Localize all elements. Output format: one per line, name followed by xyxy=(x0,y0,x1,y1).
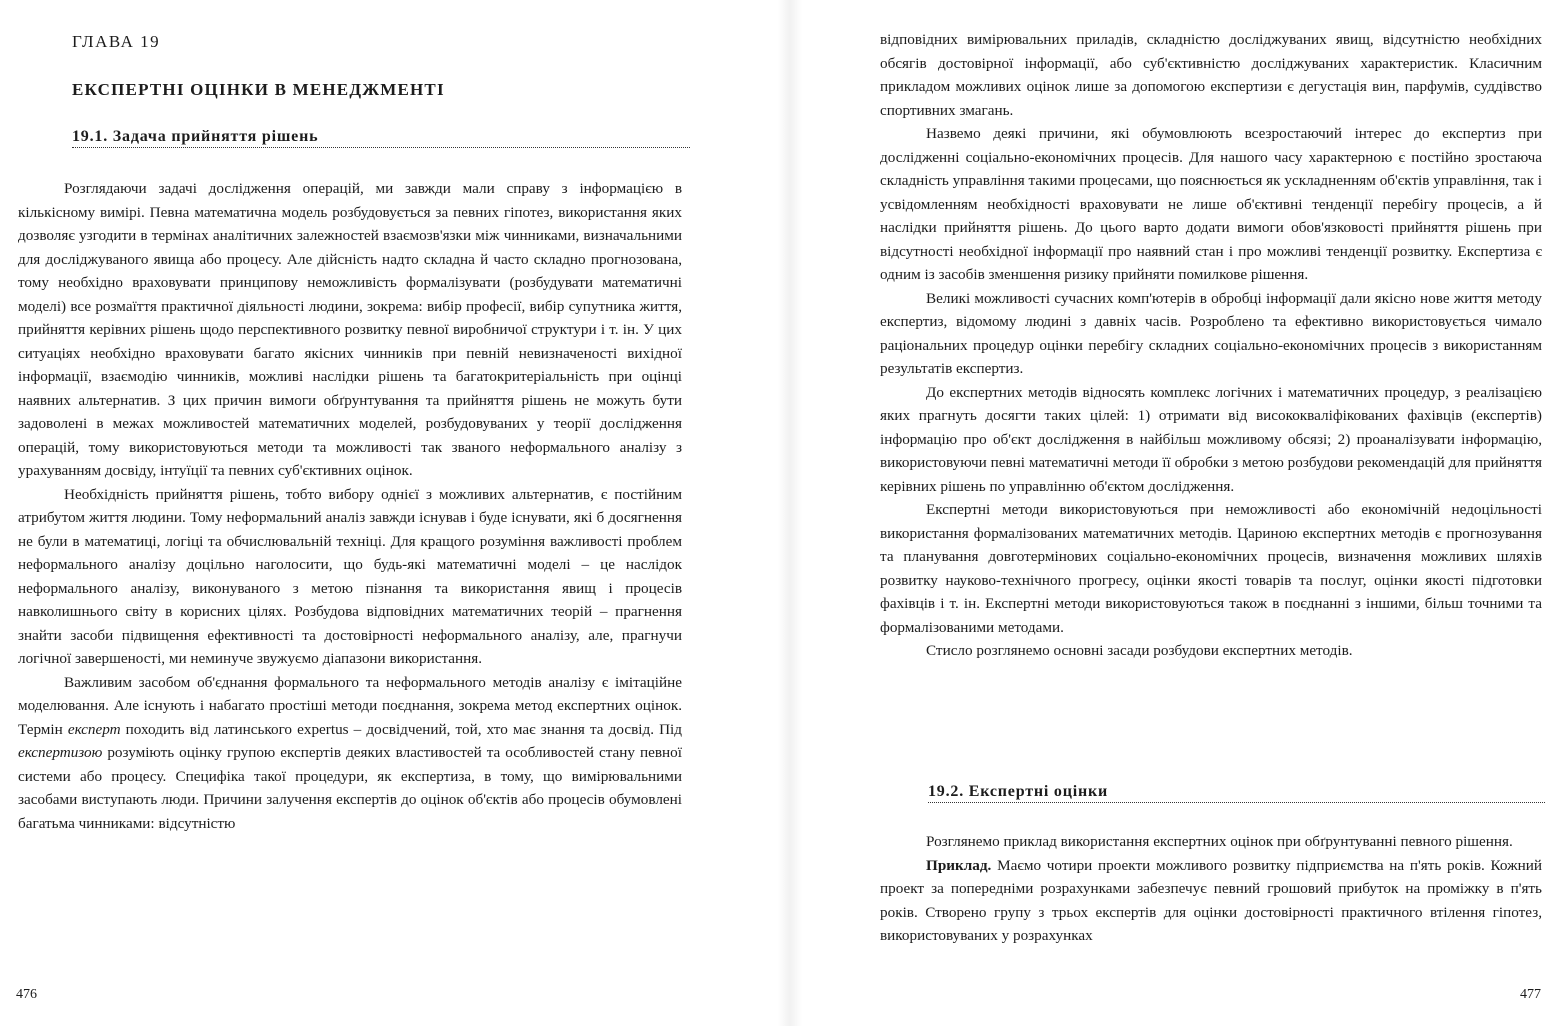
paragraph: Великі можливості сучасних комп'ютерів в обробці інформації дали якісно нове життя методу експертиз, відомому людині з давніх часів. Розроблено та ефективно використовується чимало раціональних процедур оцінки перебігу складних соціально-економічних процесів з використанням результатів експертиз. xyxy=(880,289,1542,377)
paragraph: Стисло розглянемо основні засади розбудови експертних методів. xyxy=(926,642,1353,659)
text-run: Важливим засобом об'єднання формального та неформального методів аналізу є імітаційне моделювання. Але існують і набагато простіші методи поєднання, зокрема метод експертних оцінок. Термін xyxy=(18,673,682,738)
right-page-body xyxy=(880,28,1542,663)
left-page-body xyxy=(18,177,682,835)
text-run: Маємо чотири проекти можливого розвитку підприємства на п'ять років. Кожний проект за попередніми розрахунками забезпечує певний грошовий прибуток на проміжку в п'ять років. Створено групу з трьох експертів для оцінки достовірності практичного втілення гіпотез, використовуваних у розрахунках xyxy=(880,856,1542,944)
paragraph: Назвемо деякі причини, які обумовлюють всезростаючий інтерес до експертиз при дослідженні соціально-економічних процесів. Для нашого часу характерною є постійно зростаюча складність управління такими процесами, що пояснюється як ускладненням об'єктів управління, так і усвідомленням необхідності враховувати не лише об'єктивні тенденції перебігу процесів, а й наслідки прийняття рішень. До цього варто додати вимоги обов'язковості прийняття рішень при відсутності необхідної інформації про наявний стан і про можливі тенденції розвитку. Експертиза є одним із засобів зменшення ризику прийняти помилкове рішення. xyxy=(880,125,1542,283)
paragraph xyxy=(18,671,682,836)
example-label: Приклад. xyxy=(926,856,992,874)
chapter-label: ГЛАВА 19 xyxy=(72,32,161,51)
chapter-title: ЕКСПЕРТНІ ОЦІНКИ В МЕНЕДЖМЕНТІ xyxy=(72,80,445,99)
paragraph: До експертних методів відносять комплекс логічних і математичних процедур, з реалізацією яких прагнуть досягти таких цілей: 1) отримати від висококваліфікованих фахівців (експертів) інформацію про об'єкт дослідження в найбільш можливому обсязі; 2) проаналізувати інформацію, використовуючи певні математичні методи її обробки з метою розбудови рекомендацій для прийняття керівних рішень по управлінню об'єктом дослідження. xyxy=(880,383,1542,495)
paragraph: Розглядаючи задачі дослідження операцій, ми завжди мали справу з інформацією в кількісному вимірі. Певна математична модель розбудовується за певних гіпотез, використання яких дозволяє узгодити в термінах аналітичних залежностей взаємозв'язки між чинниками, визначальними для досліджуваного явища або процесу. Але дійсність надто складна й часто складно прогнозована, тому необхідно враховувати принципову неможливість формалізувати (розбудувати математичні моделі) все розмаїття практичної діяльності людини, зокрема: вибір професії, вибір супутника життя, прийняття керівних рішень щодо перспективного розвитку певної виробничої структури і т. ін. У цих ситуаціях необхідно враховувати багато якісних чинників при певній невизначеності вихідної інформації, взаємодію чинників, можливі наслідки рішень та багатокритеріальність при оцінці наявних альтернатив. З цих причин вимоги обґрунтування та прийняття рішень не можуть бути задоволені в межах можливостей математичних моделей, розбудовуваних у теорії дослідження операцій, тому використовуються методи та можливості так званого неформального аналізу з урахуванням досвіду, інтуїції та певних суб'єктивних оцінок. xyxy=(18,180,682,479)
section-heading-19-1: 19.1. Задача прийняття рішень xyxy=(72,128,690,148)
section-heading-19-2: 19.2. Експертні оцінки xyxy=(928,783,1545,803)
book-gutter xyxy=(778,0,802,1026)
paragraph: Необхідність прийняття рішень, тобто вибору однієї з можливих альтернатив, є постійним атрибутом життя людини. Тому неформальний аналіз завжди існував і буде існувати, які б досягнення не були в математиці, логіці та обчислювальній техніці. Для кращого розуміння важливості проблем неформального аналізу доцільно наголосити, що будь-які математичні моделі – це наслідок неформального аналізу, виконуваного з метою пізнання та використання явищ і процесів навколишнього світу в корисних цілях. Розбудова відповідних математичних теорій – прагнення знайти засоби підвищення ефективності та достовірності неформального аналізу, але, прагнучи логічної завершеності, ми неминуче звужуємо діапазони використання. xyxy=(18,485,682,667)
paragraph xyxy=(880,854,1542,948)
right-page-body-section-2 xyxy=(880,830,1542,948)
paragraph: Розглянемо приклад використання експертних оцінок при обґрунтуванні певного рішення. xyxy=(926,833,1513,850)
paragraph: відповідних вимірювальних приладів, складністю досліджуваних явищ, відсутністю необхідних обсягів достовірної інформації, або суб'єктивністю досліджуваних характеристик. Класичним прикладом можливих оцінок лише за допомогою експертизи є дегустація вин, парфумів, суддівство спортивних змагань. xyxy=(880,31,1542,119)
text-run: походить від латинського expertus – досвідчений, той, хто має знання та досвід. Під xyxy=(120,720,682,738)
term-expert: експерт xyxy=(67,720,121,738)
left-page xyxy=(0,0,780,1026)
term-expertise: експертизою xyxy=(18,744,103,761)
paragraph: Експертні методи використовуються при неможливості або економічній недоцільності використання формалізованих математичних методів. Цариною експертних методів є прогнозування та планування довготермінових соціально-економічних процесів, визначення можливих шляхів розвитку науково-технічного прогресу, оцінки якості товарів та послуг, оцінки якості підготовки фахівців і т. ін. Експертні методи використовуються також в поєднанні з іншими, більш точними та формалізованими методами. xyxy=(880,501,1542,636)
text-run: розуміють оцінку групою експертів деяких властивостей та особливостей стану певної системи або процесу. Специфіка такої процедури, як експертиза, в тому, що вимірювальними засобами виступають люди. Причини залучення експертів до оцінок об'єктів або процесів обумовлені багатьма чинниками: відсутністю xyxy=(18,744,682,832)
page-number-left: 476 xyxy=(16,987,37,1002)
right-page xyxy=(800,0,1563,1026)
page-number-right: 477 xyxy=(1520,987,1541,1002)
